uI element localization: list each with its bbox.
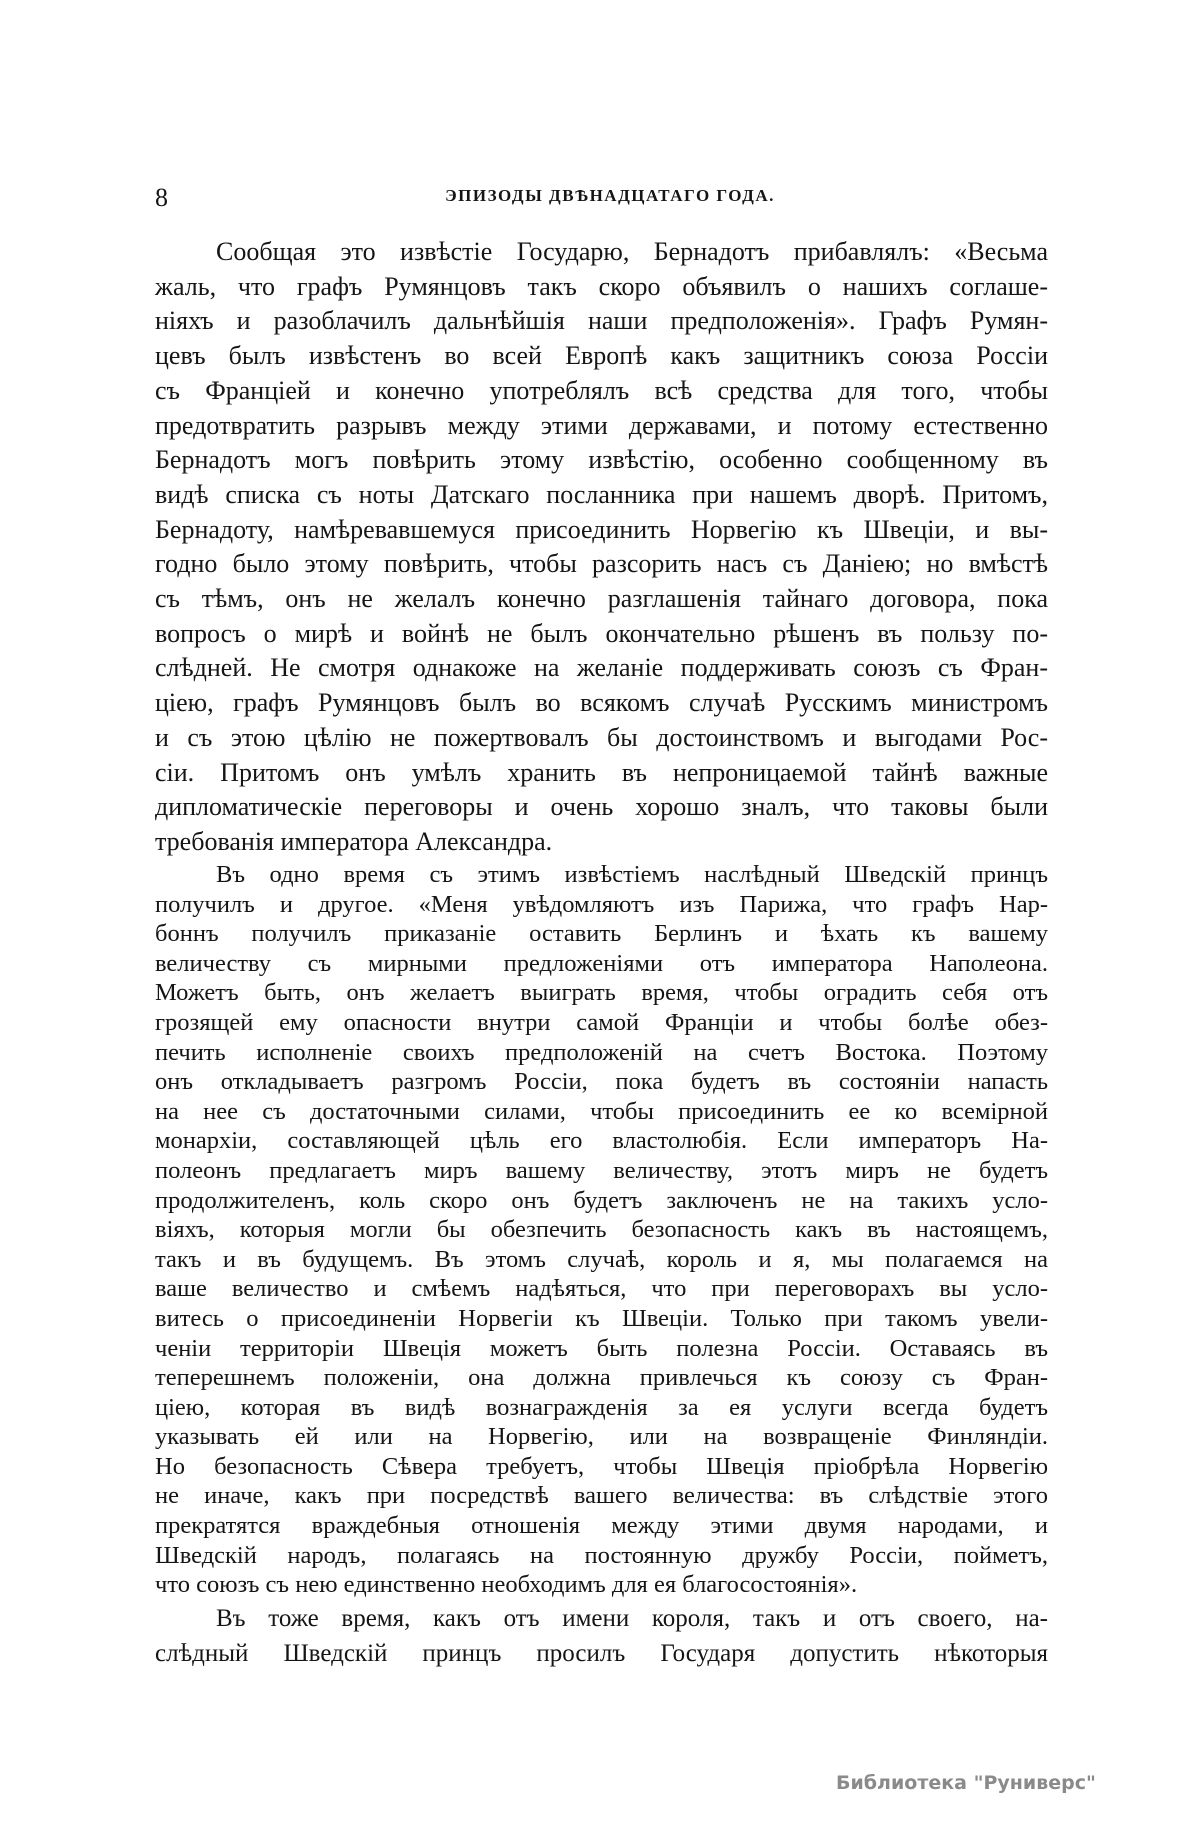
text-line: требованія императора Александра. xyxy=(155,826,553,856)
text-line: не иначе, какъ при посредствѣ вашего величества: въ слѣдствіе этого xyxy=(155,1482,1048,1510)
text-line: печить исполненіе своихъ предположеній на счетъ Востока. Поэтому xyxy=(155,1038,1048,1066)
text-line: вопросъ о мирѣ и войнѣ не былъ окончательно рѣшенъ въ пользу по- xyxy=(155,618,1048,648)
text-line: сіи. Притомъ онъ умѣлъ хранить въ непроницаемой тайнѣ важные xyxy=(155,757,1048,787)
text-line: Бернадотъ могъ повѣрить этому извѣстію, особенно сообщенному въ xyxy=(155,445,1048,475)
text-line: онъ откладываетъ разгромъ Россіи, пока будетъ въ состояніи напасть xyxy=(155,1068,1048,1096)
text-line: боннъ получилъ приказаніе оставить Берлинъ и ѣхать къ вашему xyxy=(155,920,1048,948)
text-line: Въ одно время съ этимъ извѣстіемъ наслѣдный Шведскій принцъ xyxy=(216,861,1048,888)
text-line: жаль, что графъ Румянцовъ такъ скоро объявилъ о нашихъ соглаше- xyxy=(155,271,1048,301)
text-line: ваше величество и смѣемъ надѣяться, что при переговорахъ вы усло- xyxy=(155,1275,1048,1303)
text-line: Шведскій народъ, полагаясь на постоянную дружбу Россіи, пойметъ, xyxy=(155,1541,1048,1569)
text-line: полеонъ предлагаетъ миръ вашему величеству, этотъ миръ не будетъ xyxy=(155,1156,1048,1184)
text-line: ціею, которая въ видѣ вознагражденія за ея услуги всегда будетъ xyxy=(155,1393,1048,1421)
text-line: на нее съ достаточными силами, чтобы присоединить ее ко всемірной xyxy=(155,1097,1048,1125)
text-line: ченіи территоріи Швеція можетъ быть полезна Россіи. Оставаясь въ xyxy=(155,1334,1048,1362)
text-line: и съ этою цѣлію не пожертвовалъ бы достоинствомъ и выгодами Рос- xyxy=(155,722,1048,752)
text-line: годно было этому повѣрить, чтобы разсорить насъ съ Даніею; но вмѣстѣ xyxy=(155,549,1048,579)
running-title: ЭПИЗОДЫ ДВѢНАДЦАТАГО ГОДА. xyxy=(445,186,775,205)
paragraph xyxy=(155,860,1048,1600)
library-watermark: Библиотека "Руниверс" xyxy=(836,1772,1096,1794)
text-line: Сообщая это извѣстіе Государю, Бернадотъ прибавлялъ: «Весьма xyxy=(216,237,1048,266)
text-line: съ Франціей и конечно употреблялъ всѣ средства для того, чтобы xyxy=(155,375,1048,405)
text-line: видѣ списка съ ноты Датскаго посланника при нашемъ дворѣ. Притомъ, xyxy=(155,479,1048,509)
text-line: Но безопасность Сѣвера требуетъ, чтобы Швеція пріобрѣла Норвегію xyxy=(155,1452,1048,1480)
text-line: величеству съ мирными предложеніями отъ императора Наполеона. xyxy=(155,949,1048,977)
text-line: продолжителенъ, коль скоро онъ будетъ заключенъ не на такихъ усло- xyxy=(155,1186,1048,1214)
text-line: слѣдней. Не смотря однакоже на желаніе поддерживать союзъ съ Фран- xyxy=(155,653,1048,683)
text-line: что союзъ съ нею единственно необходимъ для ея благосостоянія». xyxy=(155,1571,858,1599)
text-line: витесь о присоединеніи Норвегіи къ Швеціи. Только при такомъ увели- xyxy=(155,1304,1048,1332)
page-number: 8 xyxy=(155,183,168,212)
text-line: цевъ былъ извѣстенъ во всей Европѣ какъ защитникъ союза Россіи xyxy=(155,341,1048,371)
text-line: Можетъ быть, онъ желаетъ выиграть время, чтобы оградить себя отъ xyxy=(155,979,1048,1007)
text-line: предотвратить разрывъ между этими державами, и потому естественно xyxy=(155,410,1048,440)
text-line: указывать ей или на Норвегію, или на возвращеніе Финляндіи. xyxy=(155,1423,1048,1451)
paragraph xyxy=(155,1601,1048,1671)
text-line: такъ и въ будущемъ. Въ этомъ случаѣ, король и я, мы полагаемся на xyxy=(155,1245,1048,1273)
paragraph xyxy=(155,235,1048,860)
text-line: монархіи, составляющей цѣль его властолюбія. Если императоръ На- xyxy=(155,1127,1048,1155)
text-line: теперешнемъ положеніи, она должна привлечься къ союзу съ Фран- xyxy=(155,1364,1048,1392)
text-line: получилъ и другое. «Меня увѣдомляютъ изъ Парижа, что графъ Нар- xyxy=(155,890,1048,918)
text-line: віяхъ, которыя могли бы обезпечить безопасность какъ въ настоящемъ, xyxy=(155,1216,1048,1244)
text-line: съ тѣмъ, онъ не желалъ конечно разглашенія тайнаго договора, пока xyxy=(155,584,1048,614)
text-line: ніяхъ и разоблачилъ дальнѣйшія наши предположенія». Графъ Румян- xyxy=(155,306,1048,336)
text-line: ціею, графъ Румянцовъ былъ во всякомъ случаѣ Русскимъ министромъ xyxy=(155,688,1048,718)
text-line: прекратятся враждебныя отношенія между этими двумя народами, и xyxy=(155,1512,1048,1540)
text-line: Бернадоту, намѣревавшемуся присоединить Норвегію къ Швеціи, и вы- xyxy=(155,514,1048,544)
text-line: Въ тоже время, какъ отъ имени короля, такъ и отъ своего, на- xyxy=(216,1605,1048,1632)
text-line: дипломатическіе переговоры и очень хорошо зналъ, что таковы были xyxy=(155,792,1048,822)
text-line: слѣдный Шведскій принцъ просилъ Государя допустить нѣкоторыя xyxy=(155,1640,1048,1667)
text-line: грозящей ему опасности внутри самой Франціи и чтобы болѣе обез- xyxy=(155,1008,1048,1036)
